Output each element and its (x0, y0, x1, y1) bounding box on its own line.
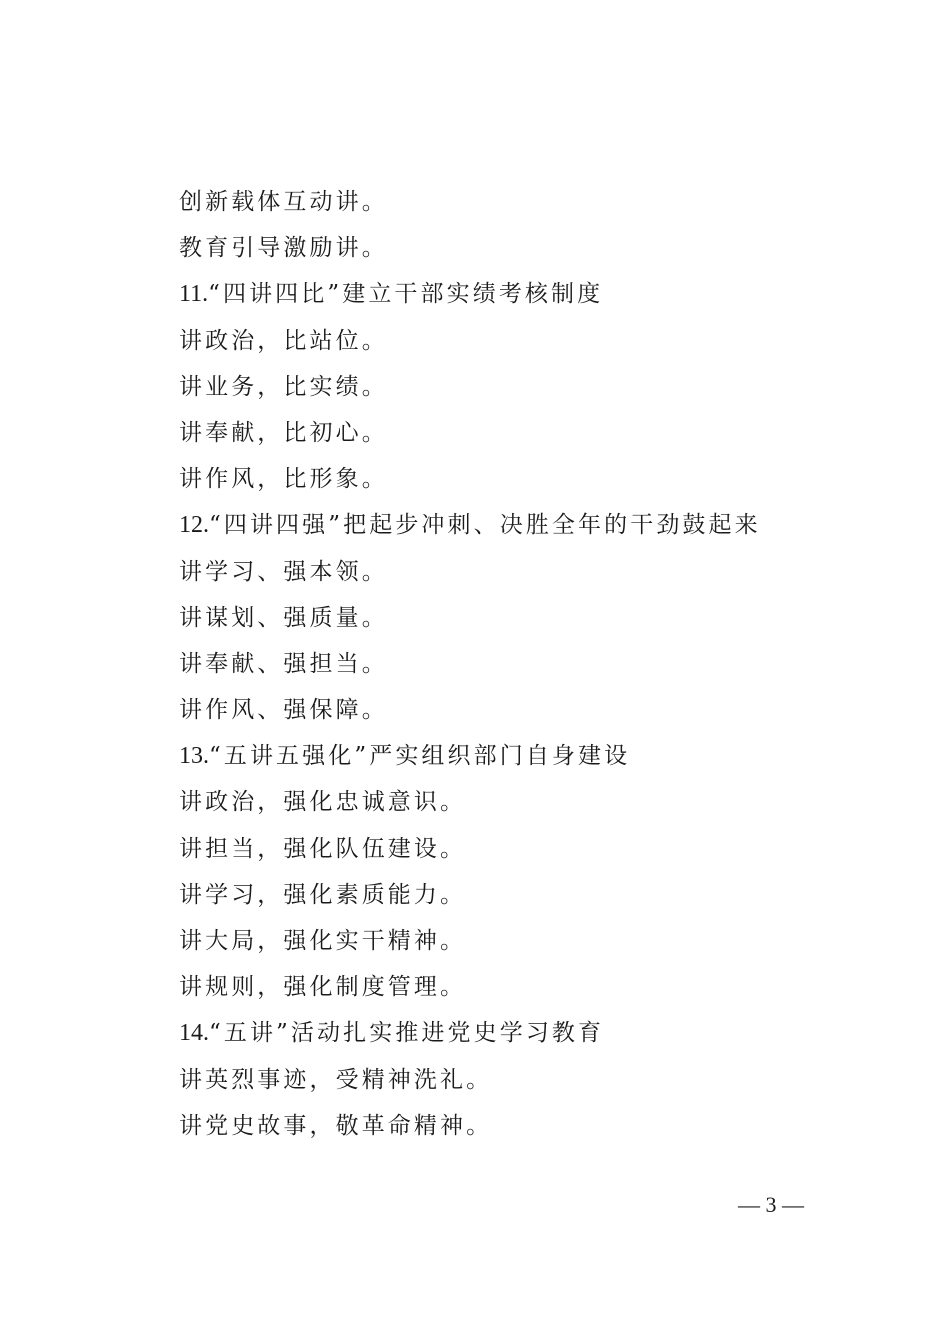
section-title: “五讲五强化”严实组织部门自身建设 (209, 743, 631, 770)
section-number: 11. (179, 281, 209, 308)
text-line: 讲学习、强本领。 (179, 558, 388, 585)
section-number: 13. (179, 743, 209, 770)
text-line: 讲政治，比站位。 (179, 327, 388, 354)
section-title: “四讲四强”把起步冲刺、决胜全年的干劲鼓起来 (209, 512, 761, 539)
section-heading-12 (179, 502, 819, 548)
text-line: 讲作风，比形象。 (179, 466, 388, 493)
text-line: 讲英烈事迹，受精神洗礼。 (179, 1066, 493, 1093)
text-line: 讲担当，强化队伍建设。 (179, 835, 467, 862)
text-line: 讲奉献、强担当。 (179, 650, 388, 677)
text-line: 讲作风、强保障。 (179, 697, 388, 724)
text-line: 创新载体互动讲。 (179, 189, 388, 215)
section-title: “五讲”活动扎实推进党史学习教育 (209, 1020, 605, 1047)
section-heading-13 (179, 733, 819, 779)
page-number: — 3 — (738, 1192, 804, 1217)
section-heading-11 (179, 271, 819, 317)
text-line: 讲学习，强化素质能力。 (179, 881, 467, 908)
text-line: 讲政治，强化忠诚意识。 (179, 789, 467, 816)
section-number: 12. (179, 512, 209, 539)
section-title: “四讲四比”建立干部实绩考核制度 (208, 281, 604, 308)
text-line: 讲规则，强化制度管理。 (179, 974, 467, 1001)
document-body (179, 179, 819, 1149)
text-line: 讲大局，强化实干精神。 (179, 928, 467, 954)
text-line: 教育引导激励讲。 (179, 235, 388, 262)
text-line: 讲业务，比实绩。 (179, 373, 388, 400)
section-heading-14 (179, 1010, 819, 1056)
text-line: 讲谋划、强质量。 (179, 604, 388, 631)
section-number: 14. (179, 1020, 209, 1047)
text-line: 讲奉献，比初心。 (179, 419, 388, 446)
text-line: 讲党史故事，敬革命精神。 (179, 1112, 493, 1139)
